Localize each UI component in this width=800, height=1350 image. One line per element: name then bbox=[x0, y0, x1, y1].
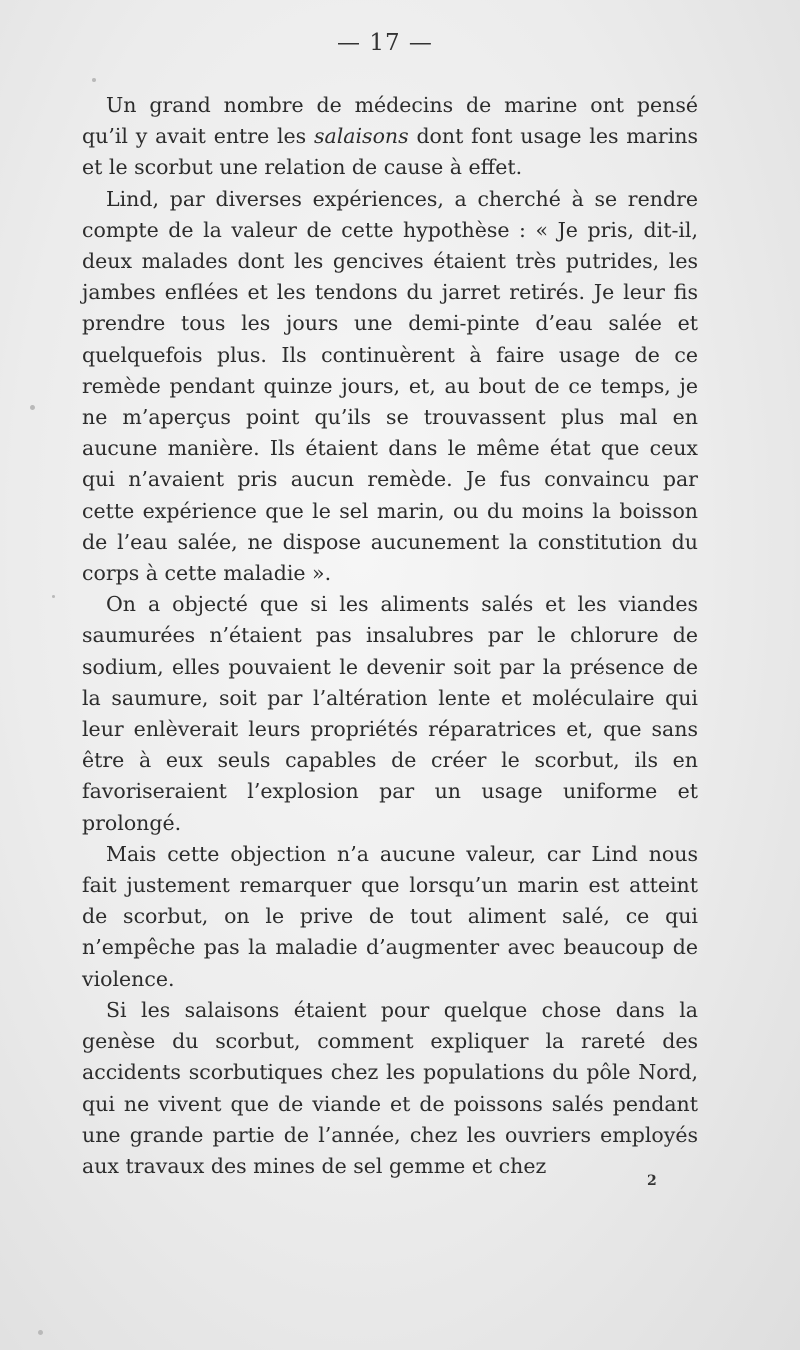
paper-speck bbox=[30, 405, 35, 410]
signature-mark: 2 bbox=[647, 1173, 657, 1189]
paper-speck bbox=[92, 78, 96, 82]
paper-speck bbox=[52, 595, 55, 598]
paragraph-text: dont font usage les marins et le scorbut une relation de cause à effet. bbox=[82, 124, 698, 180]
page-number: — 17 — bbox=[337, 30, 433, 56]
paragraph: Lind, par diverses expériences, a cherché à se rendre compte de la valeur de cette hypothèse : « Je pris, dit-il, deux malades dont les gencives étaient très putrides, les jambes enflées et les tendons du jarret retirés. Je leur fis prendre tous les jours une demi-pinte d’eau salée et quelquefois plus. Ils continuèrent à faire usage de ce remède pendant quinze jours, et, au bout de ce temps, je ne m’aperçus point qu’ils se trouvassent plus mal en aucune manière. Ils étaient dans le même état que ceux qui n’avaient pris aucun remède. Je fus convaincu par cette expérience que le sel marin, ou du moins la boisson de l’eau salée, ne dispose aucunement la constitution du corps à cette maladie ». bbox=[82, 186, 698, 586]
paragraph-text: Un grand nombre de médecins de marine ont pensé qu’il y avait entre les bbox=[82, 93, 698, 149]
emphasized-word: salaisons bbox=[313, 124, 409, 149]
paragraph: On a objecté que si les aliments salés et les viandes saumurées n’étaient pas insalubres par le chlorure de sodium, elles pouvaient le devenir soit par la présence de la saumure, soit par l’altération lente et moléculaire qui leur enlèverait leurs propriétés réparatrices et, que sans être à eux seuls capables de créer le scorbut, ils en favoriseraient l’explosion par un usage uniforme et prolongé. bbox=[82, 592, 698, 835]
paragraph: Si les salaisons étaient pour quelque chose dans la genèse du scorbut, comment expliquer la rareté des accidents scorbutiques chez les populations du pôle Nord, qui ne vivent que de viande et de poissons salés pendant une grande partie de l’année, chez les ouvriers employés aux travaux des mines de sel gemme et chez bbox=[82, 997, 698, 1178]
paper-speck bbox=[38, 1330, 43, 1335]
body-text bbox=[82, 90, 698, 1182]
paragraph bbox=[82, 90, 698, 184]
paragraph: Mais cette objection n’a aucune valeur, car Lind nous fait justement remarquer que lorsqu’un marin est atteint de scorbut, on le prive de tout aliment salé, ce qui n’empêche pas la maladie d’augmenter avec beaucoup de violence. bbox=[82, 841, 698, 991]
